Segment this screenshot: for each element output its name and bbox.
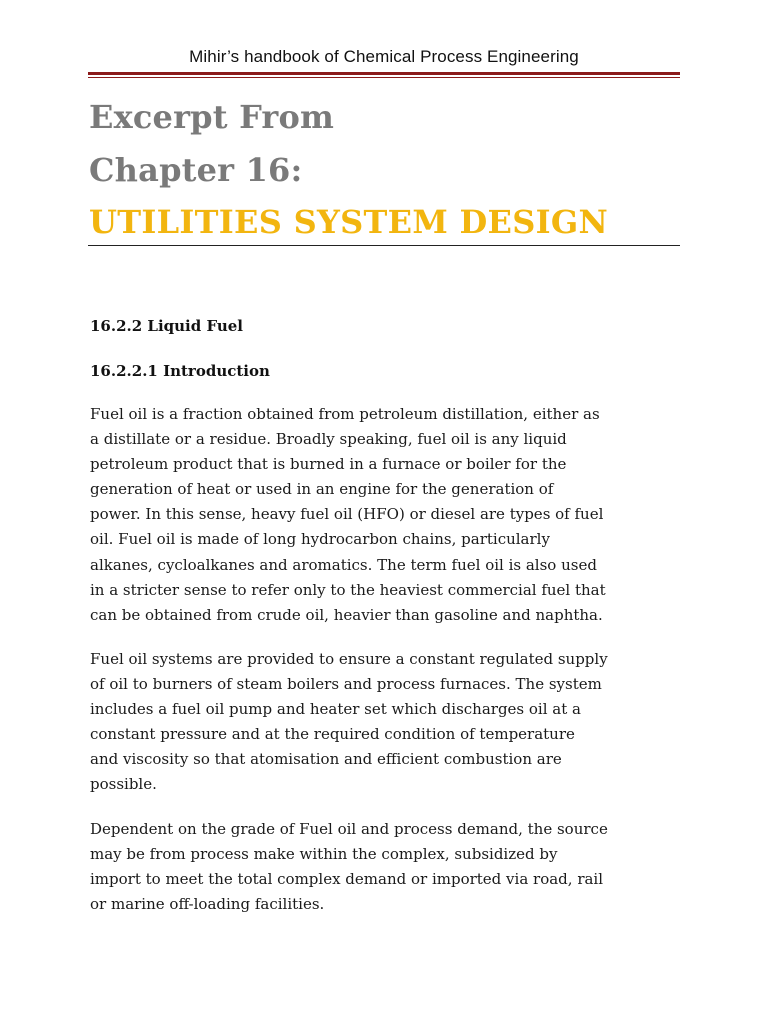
excerpt-title: Excerpt From	[89, 98, 335, 136]
paragraph-line: import to meet the total complex demand or imported via road, rail	[90, 870, 604, 889]
paragraph-line: oil. Fuel oil is made of long hydrocarbon chains, particularly	[90, 530, 550, 549]
paragraph-line: Fuel oil is a fraction obtained from petroleum distillation, either as	[90, 405, 600, 423]
paragraph-line: and viscosity so that atomisation and efficient combustion are	[90, 750, 562, 769]
chapter-number-title: Chapter 16:	[89, 151, 303, 189]
paragraph-line: power. In this sense, heavy fuel oil (HFO) or diesel are types of fuel	[90, 505, 604, 524]
paragraph-fuel-oil-systems	[90, 647, 690, 798]
paragraph-line: or marine off-loading facilities.	[90, 895, 325, 914]
paragraph-fuel-source	[90, 817, 690, 917]
subsection-heading: 16.2.2.1 Introduction	[90, 362, 270, 380]
chapter-name-title: UTILITIES SYSTEM DESIGN	[89, 203, 609, 241]
paragraph-line: of oil to burners of steam boilers and process furnaces. The system	[90, 675, 602, 694]
paragraph-line: constant pressure and at the required condition of temperature	[90, 725, 575, 744]
paragraph-line: may be from process make within the complex, subsidized by	[90, 845, 558, 864]
paragraph-line: includes a fuel oil pump and heater set which discharges oil at a	[90, 700, 581, 719]
header-rule-thin	[88, 77, 680, 78]
paragraph-line: Fuel oil systems are provided to ensure a constant regulated supply	[90, 650, 608, 668]
paragraph-line: alkanes, cycloalkanes and aromatics. The term fuel oil is also used	[90, 555, 597, 574]
section-heading: 16.2.2 Liquid Fuel	[90, 317, 243, 335]
paragraph-line: Dependent on the grade of Fuel oil and process demand, the source	[90, 820, 608, 838]
paragraph-line: petroleum product that is burned in a furnace or boiler for the	[90, 455, 567, 474]
paragraph-line: in a stricter sense to refer only to the heaviest commercial fuel that	[90, 580, 606, 599]
running-header: Mihir’s handbook of Chemical Process Engineering	[189, 47, 579, 66]
paragraph-line: possible.	[90, 775, 157, 794]
header-rule-thick	[88, 72, 680, 75]
paragraph-line: can be obtained from crude oil, heavier than gasoline and naphtha.	[90, 605, 603, 624]
paragraph-intro	[90, 402, 690, 628]
title-divider	[88, 245, 680, 246]
paragraph-line: generation of heat or used in an engine for the generation of	[90, 480, 554, 499]
paragraph-line: a distillate or a residue. Broadly speaking, fuel oil is any liquid	[90, 430, 567, 449]
